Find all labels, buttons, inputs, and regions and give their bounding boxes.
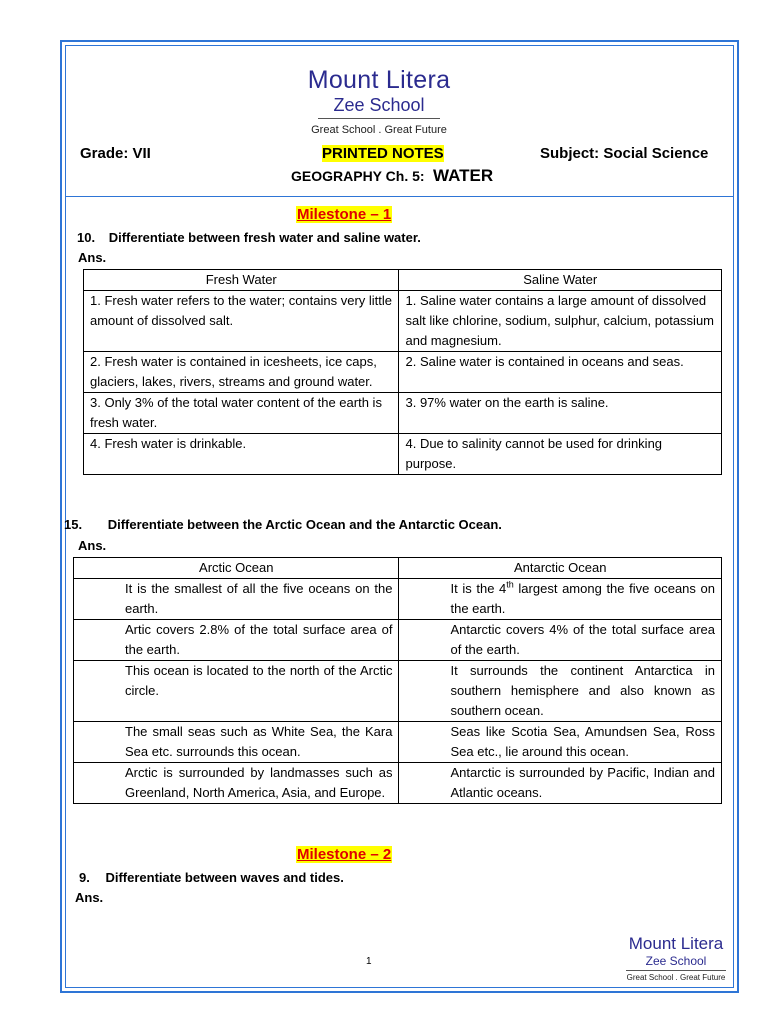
table-cell: 3. Only 3% of the total water content of the earth is fresh water.	[84, 393, 399, 434]
table-row	[84, 352, 722, 393]
column-header: Arctic Ocean	[74, 558, 399, 579]
milestone-2-label: Milestone – 2	[297, 846, 392, 863]
superscript: th	[506, 579, 514, 590]
question-text: Differentiate between the Arctic Ocean and the Antarctic Ocean.	[107, 517, 502, 532]
table-row	[74, 579, 722, 620]
milestone-1-label: Milestone – 1	[297, 206, 392, 223]
answer-label: Ans.	[78, 538, 107, 553]
table-cell: 4. Fresh water is drinkable.	[84, 434, 399, 475]
chapter-prefix: GEOGRAPHY Ch. 5:	[291, 168, 425, 184]
logo-tagline: Great School . Great Future	[311, 124, 447, 136]
table-cell: 4. Due to salinity cannot be used for drinking purpose.	[399, 434, 722, 475]
question-text: Differentiate between waves and tides.	[105, 870, 344, 885]
column-header: Fresh Water	[84, 270, 399, 291]
logo-tagline: Great School . Great Future	[626, 973, 726, 982]
table-cell: 3. 97% water on the earth is saline.	[399, 393, 722, 434]
table-cell: Arctic is surrounded by landmasses such as Greenland, North America, Asia, and Europe.	[74, 763, 399, 804]
question-10	[77, 230, 421, 245]
table-row	[84, 393, 722, 434]
table-cell: Seas like Scotia Sea, Amundsen Sea, Ross Sea etc., lie around this ocean.	[399, 722, 722, 763]
table-cell: 1. Saline water contains a large amount of dissolved salt like chlorine, sodium, sulphur, calcium, potassium and magnesium.	[399, 291, 722, 352]
question-number: 9.	[79, 870, 90, 885]
arctic-vs-antarctic-table	[73, 557, 722, 804]
table-cell: Antarctic is surrounded by Pacific, Indian and Atlantic oceans.	[399, 763, 722, 804]
table-row	[84, 434, 722, 475]
table-row	[74, 620, 722, 661]
table-cell: The small seas such as White Sea, the Kara Sea etc. surrounds this ocean.	[74, 722, 399, 763]
school-logo	[300, 66, 458, 138]
table-cell: It surrounds the continent Antarctica in southern hemisphere and also known as southern ocean.	[399, 661, 722, 722]
logo-rule	[626, 970, 726, 971]
chapter-name: WATER	[433, 166, 494, 185]
header-divider	[65, 196, 734, 197]
column-header: Saline Water	[399, 270, 722, 291]
page-number: 1	[366, 956, 372, 967]
table-header-row	[84, 270, 722, 291]
printed-notes-label: PRINTED NOTES	[322, 145, 444, 162]
table-cell: 2. Saline water is contained in oceans and seas.	[399, 352, 722, 393]
table-cell: It is the smallest of all the five oceans on the earth.	[74, 579, 399, 620]
table-row	[74, 722, 722, 763]
question-number: 15.	[64, 517, 83, 532]
subject-label: Subject: Social Science	[540, 145, 709, 162]
table-cell: Artic covers 2.8% of the total surface area of the earth.	[74, 620, 399, 661]
answer-label: Ans.	[78, 250, 107, 265]
table-cell: This ocean is located to the north of the Arctic circle.	[74, 661, 399, 722]
question-text: Differentiate between fresh water and saline water.	[108, 230, 421, 245]
logo-sub: Zee School	[333, 95, 425, 115]
cell-text: It is the 4	[450, 581, 507, 596]
table-cell: 1. Fresh water refers to the water; contains very little amount of dissolved salt.	[84, 291, 399, 352]
grade-label: Grade: VII	[80, 145, 151, 162]
question-number: 10.	[77, 230, 96, 245]
logo-name: Mount Litera	[307, 66, 451, 94]
question-9	[79, 870, 344, 885]
fresh-vs-saline-table	[83, 269, 722, 475]
table-row	[74, 763, 722, 804]
milestone-2-heading	[296, 846, 392, 864]
logo-rule	[318, 118, 440, 119]
table-cell: Antarctic covers 4% of the total surface area of the earth.	[399, 620, 722, 661]
table-row	[84, 291, 722, 352]
logo-name: Mount Litera	[628, 934, 724, 953]
logo-sub: Zee School	[645, 954, 707, 968]
answer-label: Ans.	[75, 890, 104, 905]
table-row	[74, 661, 722, 722]
cell-text: largest among the five oceans on the earth.	[450, 581, 716, 616]
milestone-1-heading	[296, 206, 392, 224]
table-header-row	[74, 558, 722, 579]
table-cell: 2. Fresh water is contained in icesheets, ice caps, glaciers, lakes, rivers, streams and ground water.	[84, 352, 399, 393]
question-15	[64, 517, 502, 532]
chapter-title	[291, 166, 493, 186]
table-cell	[399, 579, 722, 620]
footer-logo	[618, 934, 734, 983]
column-header: Antarctic Ocean	[399, 558, 722, 579]
